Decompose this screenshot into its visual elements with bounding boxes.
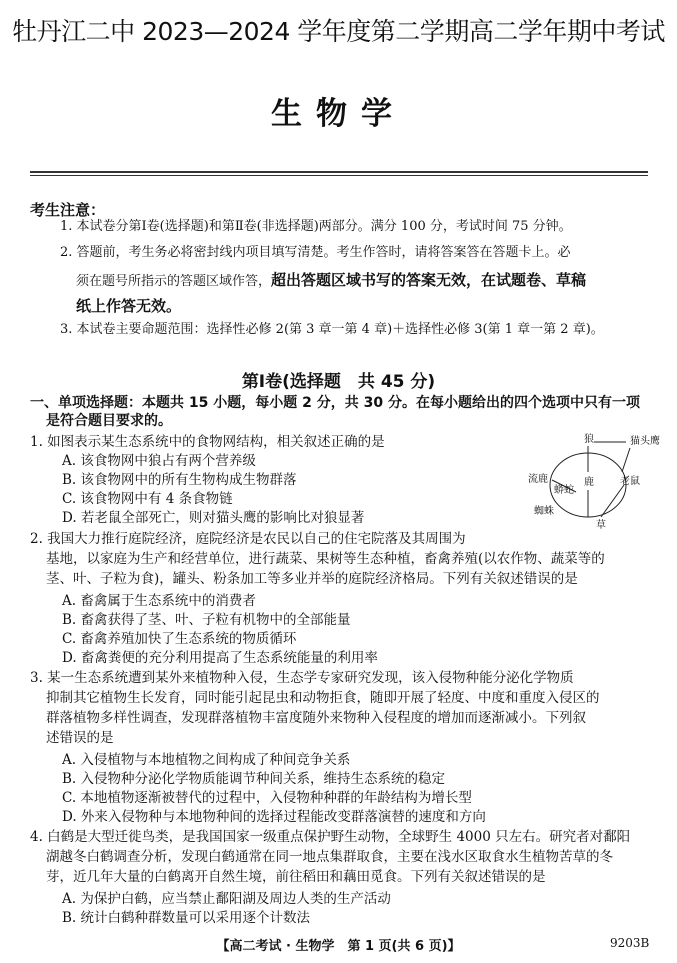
question-option: B. 该食物网中的所有生物构成生物群落 — [62, 472, 297, 488]
notice-item: 2. 答题前，考生务必将密封线内项目填写清楚。考生作答时，请将答案答在答题卡上。必 — [60, 245, 571, 260]
question-option: A. 该食物网中狼占有两个营养级 — [62, 453, 256, 469]
question-option: B. 统计白鹤种群数量可以采用逐个计数法 — [62, 910, 311, 926]
notice-title: 考生注意： — [30, 201, 106, 219]
subject-title: 生物学 — [271, 96, 406, 132]
food-web-arrow — [622, 448, 630, 472]
notice-text: 须在题号所指示的答题区域作答， — [76, 274, 272, 289]
question-option: B. 畜禽获得了茎、叶、子粒有机物中的全部能量 — [62, 612, 351, 628]
section-instruction: 一、单项选择题：本题共 15 小题，每小题 2 分，共 30 分。在每小题给出的四个选项中只有一项 — [30, 395, 640, 411]
exam-title: 牡丹江二中 2023—2024 学年度第二学期高二学年期中考试 — [12, 17, 665, 46]
notice-emphasis: 纸上作答无效。 — [76, 297, 182, 315]
question-option: A. 为保护白鹤，应当禁止鄱阳湖及周边人类的生产活动 — [62, 891, 391, 907]
notice-item: 3. 本试卷主要命题范围：选择性必修 2(第 3 章一第 4 章)＋选择性必修 3(第 1 章一第 2 章)。 — [60, 322, 604, 337]
food-web-diagram — [526, 430, 666, 530]
food-web-node: 鹿 — [584, 477, 594, 488]
question-option: D. 外来入侵物种与本地物种间的选择过程能改变群落演替的速度和方向 — [62, 809, 486, 825]
title-rule — [30, 171, 648, 176]
question-option: B. 入侵物种分泌化学物质能调节种间关系，维持生态系统的稳定 — [62, 771, 446, 787]
section-instruction: 是符合题目要求的。 — [46, 413, 172, 429]
food-web-node: 狼 — [584, 434, 594, 445]
question-option: C. 该食物网中有 4 条食物链 — [62, 491, 233, 507]
question-option: C. 畜禽养殖加快了生态系统的物质循环 — [62, 631, 297, 647]
question-stem: 1. 如图表示某生态系统中的食物网结构，相关叙述正确的是 — [30, 434, 385, 450]
food-web-node: 猫头鹰 — [630, 436, 660, 447]
notice-item: 1. 本试卷分第Ⅰ卷(选择题)和第Ⅱ卷(非选择题)两部分。满分 100 分，考试时间 75 分钟。 — [60, 219, 572, 234]
food-web-node: 老鼠 — [620, 476, 640, 487]
question-stem: 湖越冬白鹤调查分析，发现白鹤通常在同一地点集群取食，主要在浅水区取食水生植物苦草的冬 — [46, 849, 613, 865]
question-stem: 芽，近几年大量的白鹤离开自然生境，前往稻田和藕田觅食。下列有关叙述错误的是 — [46, 869, 546, 885]
food-web-node: 蜘蛛 — [534, 506, 554, 517]
question-option: A. 畜禽属于生态系统中的消费者 — [62, 593, 256, 609]
notice-emphasis: 超出答题区域书写的答案无效，在试题卷、草稿 — [271, 271, 587, 289]
paper-code: 9203B — [610, 936, 650, 950]
question-stem: 基地，以家庭为生产和经营单位，进行蔬菜、果树等生态种植，畜禽养殖(以农作物、蔬菜等的 — [46, 551, 605, 567]
part-title: 第Ⅰ卷(选择题 共 45 分) — [241, 372, 436, 392]
food-web-node: 流鹿 — [528, 474, 548, 485]
food-web-node: 草 — [596, 520, 606, 530]
question-stem: 茎、叶、子粒为食)，罐头、粉条加工等多业并举的庭院经济格局。下列有关叙述错误的是 — [46, 571, 578, 587]
question-option: C. 本地植物逐渐被替代的过程中，入侵物种种群的年龄结构为增长型 — [62, 790, 472, 806]
question-stem: 群落植物多样性调查，发现群落植物丰富度随外来物种入侵程度的增加而逐渐减小。下列叙 — [46, 710, 586, 726]
question-stem: 2. 我国大力推行庭院经济，庭院经济是农民以自己的住宅院落及其周围为 — [30, 531, 466, 547]
page-footer: 【高二考试 · 生物学 第 1 页(共 6 页)】 — [216, 939, 461, 954]
question-option: A. 入侵植物与本地植物之间构成了种间竞争关系 — [62, 752, 351, 768]
question-stem: 3. 某一生态系统遭到某外来植物种入侵，生态学专家研究发现，该入侵物种能分泌化学物质 — [30, 670, 574, 686]
question-stem: 述错误的是 — [46, 730, 114, 746]
notice-item — [76, 268, 666, 294]
question-stem: 抑制其它植物生长发育，同时能引起昆虫和动物拒食，随即开展了轻度、中度和重度入侵区的 — [46, 690, 600, 706]
question-option: D. 若老鼠全部死亡，则对猫头鹰的影响比对狼显著 — [62, 510, 365, 526]
question-option: D. 畜禽粪便的充分利用提高了生态系统能量的利用率 — [62, 650, 378, 666]
question-stem: 4. 白鹤是大型迁徙鸟类，是我国国家一级重点保护野生动物，全球野生 4000 只左右。研究者对鄱阳 — [30, 829, 631, 845]
food-web-node: 蟒蛇 — [554, 485, 574, 496]
